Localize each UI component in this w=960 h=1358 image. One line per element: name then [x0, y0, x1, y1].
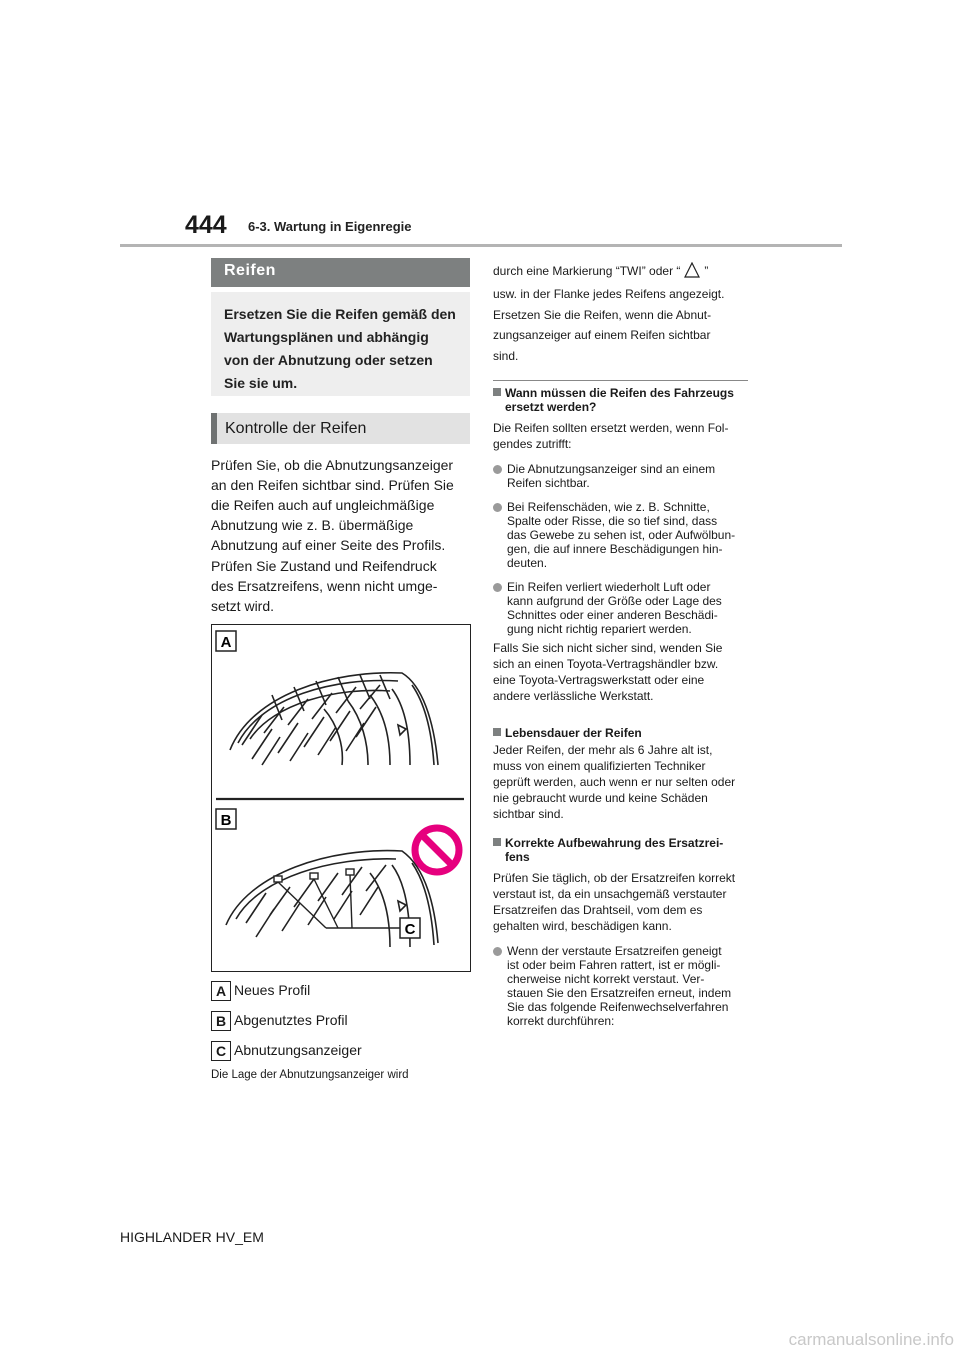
text-line: Wenn der verstaute Ersatzreifen geneigt — [507, 944, 722, 958]
text-line: des Ersatzreifens, wenn nicht umge- — [211, 578, 438, 594]
text-line: usw. in der Flanke jedes Reifens angezeigt. — [493, 287, 725, 301]
header-rule — [120, 244, 842, 247]
tire-lifespan-heading — [493, 726, 755, 740]
intro-box — [211, 292, 470, 396]
text-line: muss von einem qualifizierten Techniker — [493, 759, 706, 773]
square-bullet-icon — [493, 728, 501, 736]
intro-line: Ersetzen Sie die Reifen gemäß den — [224, 306, 456, 322]
text-line: Die Abnutzungsanzeiger sind an einem — [507, 462, 716, 476]
replace-tires-outro — [493, 640, 755, 704]
tire-wear-figure — [211, 624, 471, 972]
text-line: Sie das folgende Reifenwechselverfahren — [507, 1000, 729, 1014]
legend-text-a: Neues Profil — [234, 982, 311, 998]
intro-line: von der Abnutzung oder setzen — [224, 352, 433, 368]
bullet-dot-icon — [493, 947, 502, 956]
section-spare-storage — [493, 836, 755, 1028]
tire-lifespan-text — [493, 742, 755, 822]
bullet-dot-icon — [493, 503, 502, 512]
text-line: ist oder beim Fahren rattert, ist er mögli- — [507, 958, 721, 972]
reifen-heading — [211, 258, 470, 287]
text-line: verstaut ist, da ein unsachgemäß verstauter — [493, 887, 727, 901]
text-line: Jeder Reifen, der mehr als 6 Jahre alt ist, — [493, 743, 713, 757]
text-line: stauen Sie den Ersatzreifen erneut, indem — [507, 986, 732, 1000]
section-label: 6-3. Wartung in Eigenregie — [248, 219, 412, 234]
label-a: A — [220, 634, 232, 651]
continuation-text — [493, 261, 755, 281]
tire-illustration — [212, 625, 470, 971]
bullet-dot-icon — [493, 465, 502, 474]
kontrolle-heading — [211, 413, 470, 444]
section-replace-tires — [493, 386, 755, 704]
text-line: ersetzt werden? — [505, 400, 597, 414]
intro-line: Wartungsplänen und abhängig — [224, 329, 429, 345]
text-line: gung nicht richtig repariert werden. — [507, 622, 692, 636]
watermark: carmanualsonline.info — [788, 1330, 954, 1349]
heading-accent-bar — [211, 413, 217, 444]
text-line: Abnutzung auf einer Seite des Profils. — [211, 537, 446, 553]
legend-text-b: Abgenutztes Profil — [234, 1012, 348, 1028]
section-tire-lifespan — [493, 726, 755, 822]
text-line: an den Reifen sichtbar sind. Prüfen Sie — [211, 477, 454, 493]
text-line: sind. — [493, 348, 519, 363]
label-c: C — [404, 921, 416, 938]
text-line: gen, die auf innere Beschädigungen hin- — [507, 542, 723, 556]
no-entry-icon — [415, 828, 459, 872]
text-line: Wann müssen die Reifen des Fahrzeugs — [505, 386, 734, 400]
legend-badge-a: A — [211, 981, 231, 1001]
wear-indicator-callouts — [274, 869, 400, 928]
label-b: B — [220, 812, 232, 829]
text-line: das Gewebe zu sehen ist, oder Aufwölbun- — [507, 528, 736, 542]
legend-badge-b: B — [211, 1011, 231, 1031]
text-line: cherweise nicht korrekt verstaut. Ver- — [507, 972, 705, 986]
text-line: sich an einen Toyota-Vertragshändler bzw. — [493, 657, 719, 671]
intro-text — [211, 292, 470, 395]
text-line: Prüfen Sie täglich, ob der Ersatzreifen korrekt — [493, 871, 736, 885]
text-line: deuten. — [507, 556, 548, 570]
text-line: Ersetzen Sie die Reifen, wenn die Abnut- — [493, 307, 712, 322]
triangle-icon — [684, 262, 700, 278]
text-line: andere verlässliche Werkstatt. — [493, 689, 654, 703]
text-line: Abnutzung wie z. B. übermäßige — [211, 517, 414, 533]
paragraph-spare-tire — [211, 556, 473, 616]
text-line: setzt wird. — [211, 598, 275, 614]
text-line: durch eine Markierung “TWI” oder “ — [493, 264, 681, 278]
text-line: Ersatzreifen das Drahtseil, vom dem es — [493, 903, 703, 917]
page-number: 444 — [185, 211, 227, 239]
text-line: geprüft werden, auch wenn er nur selten oder — [493, 775, 736, 789]
text-line: Prüfen Sie Zustand und Reifendruck — [211, 558, 437, 574]
text-line: Lebensdauer der Reifen — [505, 726, 642, 740]
text-line: Prüfen Sie, ob die Abnutzungsanzeiger — [211, 457, 454, 473]
text-line: Korrekte Aufbewahrung des Ersatzrei- — [505, 836, 724, 850]
square-bullet-icon — [493, 838, 501, 846]
replace-tires-heading — [493, 386, 755, 414]
figure-caption: Die Lage der Abnutzungsanzeiger wird — [211, 1069, 409, 1081]
footer-model: HIGHLANDER HV_EM — [120, 1229, 264, 1245]
bullet-item — [493, 580, 755, 636]
text-line: gehalten wird, beschädigen kann. — [493, 919, 672, 933]
bullet-item — [493, 462, 755, 490]
text-line: Falls Sie sich nicht sicher sind, wenden Sie — [493, 641, 723, 655]
section-rule — [493, 380, 748, 381]
spare-storage-text — [493, 870, 755, 934]
new-tire-illustration — [230, 673, 438, 765]
replace-tires-intro — [493, 420, 755, 452]
text-line: gendes zutrifft: — [493, 437, 572, 451]
text-line: ” — [704, 264, 709, 278]
text-line: Die Reifen sollten ersetzt werden, wenn Fol- — [493, 421, 729, 435]
text-line: Bei Reifenschäden, wie z. B. Schnitte, — [507, 500, 710, 514]
intro-line: Sie sie um. — [224, 375, 298, 391]
continuation-text-rest — [493, 284, 755, 366]
bullet-dot-icon — [493, 583, 502, 592]
text-line: zungsanzeiger auf einem Reifen sichtbar — [493, 328, 711, 342]
text-line: Spalte oder Risse, die so tief sind, dass — [507, 514, 718, 528]
reifen-heading-text: Reifen — [224, 262, 276, 279]
right-continuation — [493, 261, 755, 366]
text-line: sichtbar sind. — [493, 807, 564, 821]
text-line: Schnittes oder einer anderen Beschädi- — [507, 608, 718, 622]
bullet-item — [493, 944, 755, 1028]
legend-text-c: Abnutzungsanzeiger — [234, 1042, 362, 1058]
text-line: eine Toyota-Vertragswerkstatt oder eine — [493, 673, 705, 687]
bullet-item — [493, 500, 755, 570]
legend-badge-c: C — [211, 1041, 231, 1061]
text-line: nie gebraucht wurde und keine Schäden — [493, 791, 708, 805]
text-line: fens — [505, 850, 530, 864]
text-line: Ein Reifen verliert wiederholt Luft oder — [507, 580, 711, 594]
text-line: Reifen sichtbar. — [507, 476, 590, 490]
text-line: die Reifen auch auf ungleichmäßige — [211, 497, 435, 513]
paragraph-check-wear — [211, 455, 473, 555]
kontrolle-heading-text: Kontrolle der Reifen — [225, 420, 367, 437]
square-bullet-icon — [493, 388, 501, 396]
spare-storage-heading — [493, 836, 755, 864]
text-line: kann aufgrund der Größe oder Lage des — [507, 594, 722, 608]
text-line: korrekt durchführen: — [507, 1014, 615, 1028]
